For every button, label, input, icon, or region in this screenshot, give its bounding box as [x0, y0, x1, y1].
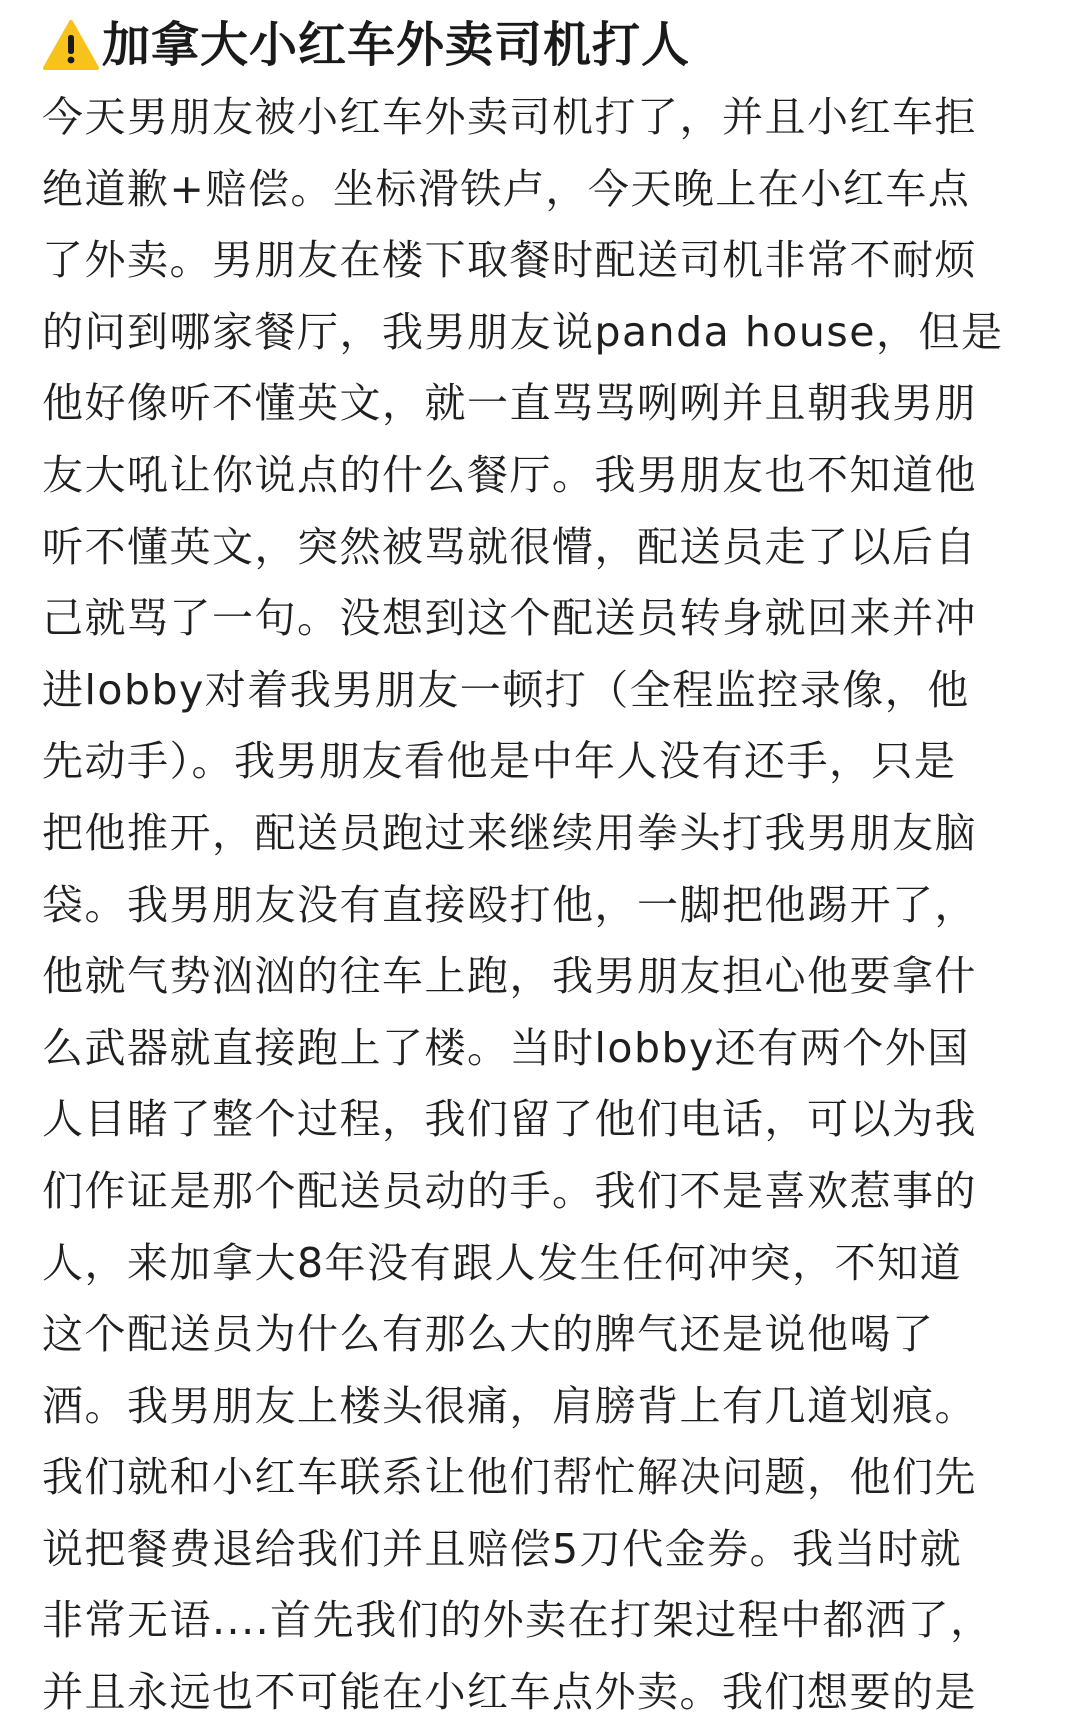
- post-text-line: 己就骂了一句。没想到这个配送员转身就回来并冲: [42, 594, 977, 643]
- post-title-row: [42, 14, 690, 76]
- post-text-line: 人，来加拿大8年没有跟人发生任何冲突，不知道: [42, 1238, 963, 1287]
- post-text-line: 么武器就直接跑上了楼。当时lobby还有两个外国: [42, 1023, 970, 1072]
- post-text-line: 袋。我男朋友没有直接殴打他，一脚把他踢开了，: [42, 880, 977, 929]
- post-text-line: 今天男朋友被小红车外卖司机打了，并且小红车拒: [42, 93, 977, 141]
- post-text-line: 非常无语....首先我们的外卖在打架过程中都洒了，: [42, 1596, 993, 1645]
- post-text-line: 们作证是那个配送员动的手。我们不是喜欢惹事的: [42, 1166, 977, 1215]
- post-text-line: 听不懂英文，突然被骂就很懵，配送员走了以后自: [42, 522, 977, 571]
- post-text-line: 酒。我男朋友上楼头很痛，肩膀背上有几道划痕。: [42, 1381, 977, 1430]
- post-text-line: 进lobby对着我男朋友一顿打（全程监控录像，他: [42, 665, 970, 714]
- post-text-line: 友大吼让你说点的什么餐厅。我男朋友也不知道他: [42, 450, 977, 499]
- post-text-line: 我们就和小红车联系让他们帮忙解决问题，他们先: [42, 1453, 977, 1502]
- warning-icon: [42, 19, 100, 71]
- post-body: [42, 82, 1042, 1725]
- post-text-line: 他好像听不懂英文，就一直骂骂咧咧并且朝我男朋: [42, 379, 977, 428]
- post-text-line: 人目睹了整个过程，我们留了他们电话，可以为我: [42, 1095, 977, 1144]
- post-text-line: 把他推开，配送员跑过来继续用拳头打我男朋友脑: [42, 808, 977, 857]
- post-text-line: 这个配送员为什么有那么大的脾气还是说他喝了: [42, 1310, 935, 1359]
- post-text-line: 绝道歉+赔偿。坐标滑铁卢，今天晚上在小红车点: [42, 164, 971, 213]
- post-text-line: 说把餐费退给我们并且赔偿5刀代金券。我当时就: [42, 1524, 963, 1573]
- post-title: 加拿大小红车外卖司机打人: [102, 17, 691, 73]
- post-text-line: 先动手）。我男朋友看他是中年人没有还手，只是: [42, 737, 957, 786]
- post-text-line: 并且永远也不可能在小红车点外卖。我们想要的是: [42, 1668, 977, 1717]
- post-text-line: 他就气势汹汹的往车上跑，我男朋友担心他要拿什: [42, 952, 977, 1001]
- post-text-line: 的问到哪家餐厅，我男朋友说panda house，但是: [42, 307, 1004, 356]
- post-text-line: 了外卖。男朋友在楼下取餐时配送司机非常不耐烦: [42, 236, 977, 285]
